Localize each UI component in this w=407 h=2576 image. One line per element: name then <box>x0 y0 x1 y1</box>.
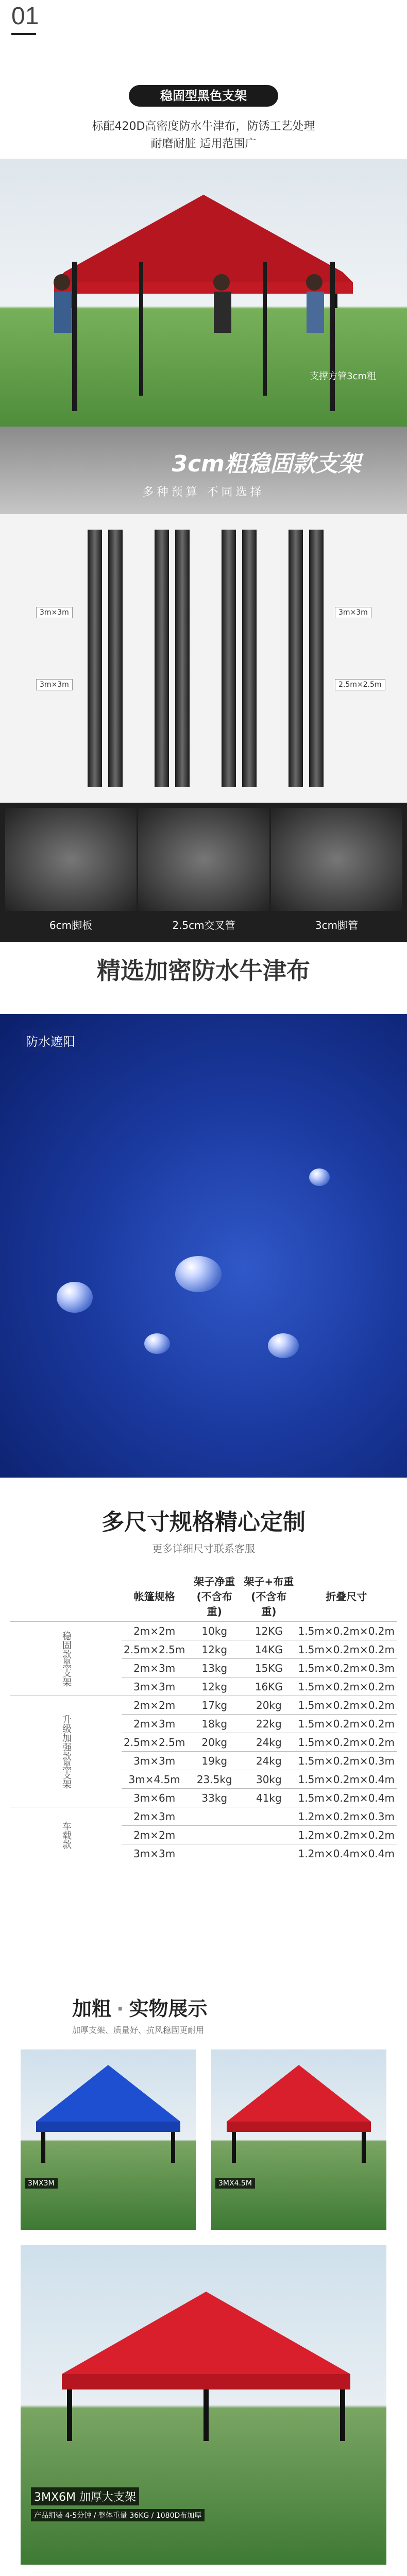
spec-cell: 22kg <box>242 1715 296 1733</box>
spec-cell: 10kg <box>187 1622 242 1640</box>
folded-frame <box>108 530 123 787</box>
spec-cell: 1.5m×0.2m×0.3m <box>296 1752 397 1770</box>
size-tag: 3MX4.5M <box>215 2178 255 2189</box>
spec-cell: 18kg <box>187 1715 242 1733</box>
hero-note: 支撑方管3cm粗 <box>310 371 376 382</box>
spec-cell: 2m×2m <box>122 1622 187 1640</box>
blue-tent <box>31 2060 185 2163</box>
size-label: 3m×3m <box>36 679 73 690</box>
water-drop <box>175 1256 222 1292</box>
red-tent-photo <box>211 2049 386 2230</box>
spec-cell: 3m×3m <box>122 1677 187 1696</box>
spec-cell: 1.2m×0.2m×0.2m <box>296 1826 397 1844</box>
water-drop <box>268 1333 299 1358</box>
size-label: 3m×3m <box>335 607 371 618</box>
spec-row <box>10 1807 397 1826</box>
spec-cell: 1.5m×0.2m×0.4m <box>296 1770 397 1789</box>
spec-row <box>10 1622 397 1640</box>
large-red-tent-photo <box>21 2245 386 2565</box>
intro-line-1: 标配420D高密度防水牛津布，防锈工艺处理 <box>92 120 315 133</box>
frame-subtitle: 多种预算 不同选择 <box>142 486 265 499</box>
spec-cell: 1.5m×0.2m×0.2m <box>296 1622 397 1640</box>
showcase-title-a: 加粗 <box>72 1997 112 2020</box>
size-label: 3m×3m <box>36 607 73 618</box>
cross-tube-photo <box>138 808 269 911</box>
spec-group-label: 稳固款黑支架 <box>10 1622 122 1696</box>
spec-header <box>10 1570 122 1622</box>
folded-frame <box>88 530 102 787</box>
spec-cell: 1.5m×0.2m×0.2m <box>296 1640 397 1659</box>
spec-cell: 1.2m×0.4m×0.4m <box>296 1844 397 1863</box>
spec-cell <box>242 1826 296 1844</box>
hero-canopy-photo <box>0 159 407 427</box>
showcase-sub: 加厚支架、质量好、抗风稳固更耐用 <box>72 2025 205 2035</box>
folded-frame <box>175 530 190 787</box>
spec-cell: 1.5m×0.2m×0.3m <box>296 1659 397 1677</box>
detail-caption: 6cm脚板 <box>49 919 93 931</box>
folded-frame <box>222 530 236 787</box>
frame-poles-and-people <box>0 262 407 416</box>
section-number: 01 <box>11 3 39 30</box>
spec-group-label: 升级加强款黑支架 <box>10 1696 122 1807</box>
spec-cell <box>187 1844 242 1863</box>
spec-cell <box>242 1844 296 1863</box>
spec-cell <box>187 1826 242 1844</box>
spec-cell: 2m×2m <box>122 1826 187 1844</box>
spec-cell: 3m×4.5m <box>122 1770 187 1789</box>
size-tag: 3MX6M 加厚大支架 <box>31 2487 139 2505</box>
showcase-section <box>0 1982 407 2576</box>
showcase-title-b: 实物展示 <box>129 1997 208 2020</box>
spec-subtitle: 更多详细尺寸联系客服 <box>152 1543 255 1555</box>
fabric-tag: 防水遮阳 <box>21 1029 80 1052</box>
spec-cell: 12kg <box>187 1677 242 1696</box>
spec-cell: 12kg <box>187 1640 242 1659</box>
frame-title: 3cm粗稳固款支架 <box>172 451 361 477</box>
folded-frames-photo <box>0 514 407 803</box>
spec-cell: 33kg <box>187 1789 242 1807</box>
spec-cell: 1.5m×0.2m×0.2m <box>296 1733 397 1752</box>
waterproof-fabric-photo <box>0 1014 407 1478</box>
folded-frame <box>155 530 169 787</box>
spec-section <box>0 1483 407 1982</box>
water-drop <box>144 1333 170 1354</box>
intro-line-2: 耐磨耐脏 适用范围广 <box>150 138 257 150</box>
frame-details <box>0 803 407 942</box>
spec-cell: 17kg <box>187 1696 242 1715</box>
folded-frame <box>289 530 303 787</box>
spec-cell: 2.5m×2.5m <box>122 1733 187 1752</box>
spec-title: 多尺寸规格精心定制 <box>101 1509 306 1535</box>
spec-row <box>10 1696 397 1715</box>
spec-cell <box>242 1807 296 1826</box>
water-drop <box>57 1282 93 1313</box>
fabric-section <box>0 942 407 1483</box>
spec-cell: 1.5m×0.2m×0.2m <box>296 1696 397 1715</box>
spec-cell: 2m×2m <box>122 1696 187 1715</box>
spec-cell: 2.5m×2.5m <box>122 1640 187 1659</box>
detail-caption: 2.5cm交叉管 <box>172 919 235 931</box>
folded-frame <box>242 530 257 787</box>
foot-plate-photo <box>5 808 137 911</box>
large-red-tent <box>52 2286 361 2441</box>
spec-cell: 1.5m×0.2m×0.4m <box>296 1789 397 1807</box>
spec-cell: 3m×3m <box>122 1844 187 1863</box>
spec-cell: 41kg <box>242 1789 296 1807</box>
spec-cell: 19kg <box>187 1752 242 1770</box>
tent-caption: 产品组装 4-5分钟 / 整体重量 36KG / 1080D布加厚 <box>31 2509 205 2521</box>
section-number-rule <box>11 33 36 35</box>
spec-cell: 16KG <box>242 1677 296 1696</box>
size-tag: 3MX3M <box>25 2178 58 2189</box>
spec-cell: 2m×3m <box>122 1659 187 1677</box>
spec-cell: 24kg <box>242 1752 296 1770</box>
leg-tube-photo <box>271 808 402 911</box>
spec-cell: 13kg <box>187 1659 242 1677</box>
spec-cell: 14KG <box>242 1640 296 1659</box>
spec-cell: 1.2m×0.2m×0.3m <box>296 1807 397 1826</box>
showcase-title: 加粗 · 实物展示 <box>72 1997 208 2020</box>
spec-cell: 15KG <box>242 1659 296 1677</box>
spec-cell: 2m×3m <box>122 1807 187 1826</box>
spec-cell: 2m×3m <box>122 1715 187 1733</box>
spec-group-label: 车载款 <box>10 1807 122 1863</box>
spec-cell: 23.5kg <box>187 1770 242 1789</box>
red-tent <box>222 2060 376 2163</box>
spec-cell: 30kg <box>242 1770 296 1789</box>
spec-header: 架子净重 (不含布重) <box>194 1575 235 1618</box>
blue-tent-photo <box>21 2049 196 2230</box>
spec-header: 架子+布重 (不含布重) <box>244 1575 294 1618</box>
spec-cell: 20kg <box>242 1696 296 1715</box>
spec-header: 折叠尺寸 <box>326 1590 367 1603</box>
size-label: 2.5m×2.5m <box>335 679 385 690</box>
spec-cell: 3m×3m <box>122 1752 187 1770</box>
spec-cell: 24kg <box>242 1733 296 1752</box>
folded-frame <box>309 530 324 787</box>
spec-cell: 1.5m×0.2m×0.2m <box>296 1677 397 1696</box>
detail-caption: 3cm脚管 <box>315 919 359 931</box>
spec-cell: 3m×6m <box>122 1789 187 1807</box>
water-drop <box>309 1168 330 1186</box>
spec-table <box>10 1570 397 1863</box>
spec-cell: 1.5m×0.2m×0.2m <box>296 1715 397 1733</box>
frame-section <box>0 427 407 942</box>
spec-header: 帐篷规格 <box>133 1590 175 1603</box>
spec-cell <box>187 1807 242 1826</box>
fabric-title: 精选加密防水牛津布 <box>97 957 310 985</box>
spec-cell: 12KG <box>242 1622 296 1640</box>
section-badge: 稳固型黑色支架 <box>129 85 278 107</box>
spec-cell: 20kg <box>187 1733 242 1752</box>
